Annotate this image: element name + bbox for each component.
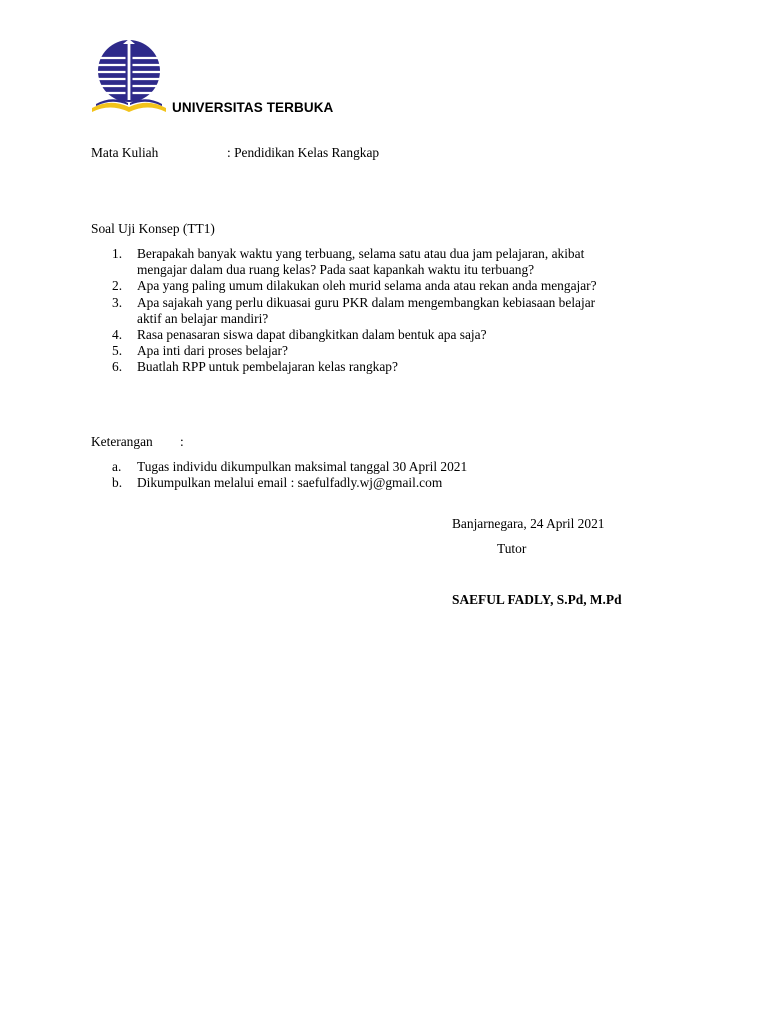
question-text-line: mengajar dalam dua ruang kelas? Pada saat kapankah waktu itu terbuang? [137, 262, 535, 278]
notes-colon: : [180, 434, 184, 449]
note-item [112, 475, 467, 491]
note-text: Tugas individu dikumpulkan maksimal tanggal 30 April 2021 [137, 459, 468, 474]
question-text-line: Apa yang paling umum dilakukan oleh murid selama anda atau rekan anda mengajar? [137, 278, 597, 294]
note-marker: a. [112, 459, 122, 474]
question-item [112, 295, 597, 327]
university-logo-icon [90, 38, 168, 116]
question-text-line: Rasa penasaran siswa dapat dibangkitkan dalam bentuk apa saja? [137, 327, 487, 343]
notes-list [112, 459, 467, 491]
question-item [112, 278, 597, 294]
question-number: 4. [112, 327, 123, 343]
question-number: 2. [112, 278, 123, 294]
notes-title: Keterangan [91, 434, 153, 449]
question-text-line: Apa sajakah yang perlu dikuasai guru PKR dalam mengembangkan kebiasaan belajar [137, 294, 596, 310]
question-number: 5. [112, 343, 123, 359]
question-list [112, 246, 597, 376]
course-value: : Pendidikan Kelas Rangkap [227, 145, 380, 160]
signer-name: SAEFUL FADLY, S.Pd, M.Pd [452, 592, 622, 607]
course-label: Mata Kuliah [91, 145, 159, 160]
note-item [112, 459, 467, 475]
assignment-title: Soal Uji Konsep (TT1) [91, 221, 215, 236]
question-text-line: Berapakah banyak waktu yang terbuang, selama satu atau dua jam pelajaran, akibat [137, 246, 585, 261]
note-marker: b. [112, 475, 123, 491]
question-item [112, 359, 597, 375]
place-date: Banjarnegara, 24 April 2021 [452, 516, 605, 531]
signer-role: Tutor [497, 541, 527, 556]
question-item [112, 327, 597, 343]
question-number: 3. [112, 294, 123, 310]
question-item [112, 246, 597, 278]
question-text-line: Apa inti dari proses belajar? [137, 343, 288, 359]
question-number: 1. [112, 246, 123, 261]
question-text-line: Buatlah RPP untuk pembelajaran kelas rangkap? [137, 359, 398, 375]
university-name: UNIVERSITAS TERBUKA [172, 100, 334, 115]
note-text: Dikumpulkan melalui email : saefulfadly.wj@gmail.com [137, 475, 443, 491]
question-number: 6. [112, 359, 123, 375]
question-item [112, 343, 597, 359]
question-text-line: aktif an belajar mandiri? [137, 310, 269, 326]
